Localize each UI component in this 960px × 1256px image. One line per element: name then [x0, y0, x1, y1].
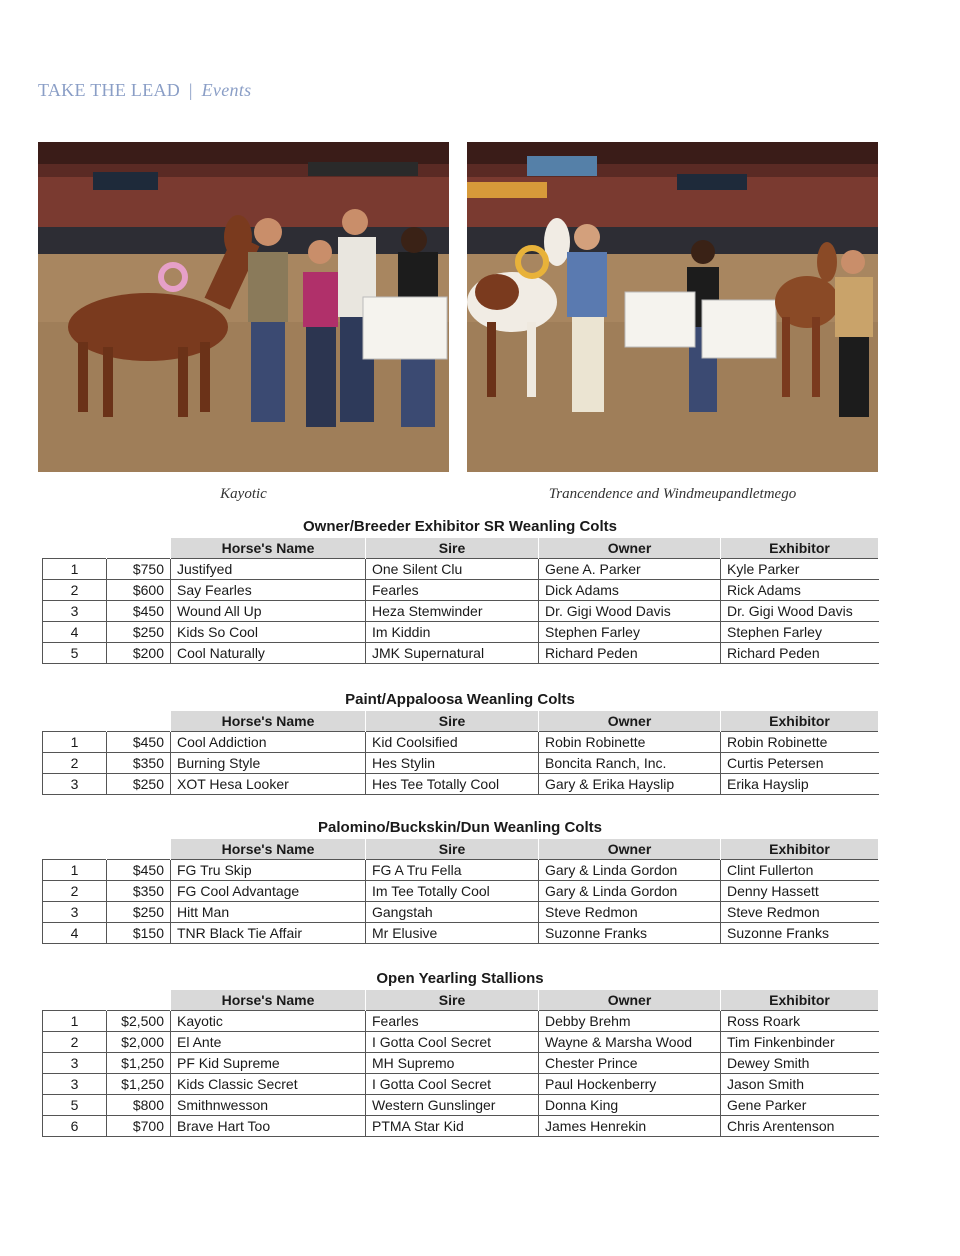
prize-cell: $600 — [107, 580, 171, 601]
prize-cell: $2,000 — [107, 1032, 171, 1053]
prize-cell: $250 — [107, 622, 171, 643]
results-block — [42, 690, 878, 795]
horse-name-cell: Justifyed — [171, 559, 366, 580]
sire-cell: Gangstah — [366, 902, 539, 923]
place-cell: 2 — [43, 753, 107, 774]
table-row — [43, 860, 879, 881]
place-cell: 1 — [43, 559, 107, 580]
header-horse: Horse's Name — [171, 538, 366, 559]
place-cell: 2 — [43, 580, 107, 601]
header-blank — [107, 839, 171, 860]
header-exhibitor: Exhibitor — [721, 990, 879, 1011]
horse-name-cell: Smithnwesson — [171, 1095, 366, 1116]
table-row — [43, 1095, 879, 1116]
owner-cell: Wayne & Marsha Wood — [539, 1032, 721, 1053]
owner-cell: Richard Peden — [539, 643, 721, 664]
table-row — [43, 1053, 879, 1074]
table-row — [43, 881, 879, 902]
exhibitor-cell: Denny Hassett — [721, 881, 879, 902]
owner-cell: Gene A. Parker — [539, 559, 721, 580]
exhibitor-cell: Dewey Smith — [721, 1053, 879, 1074]
owner-cell: Debby Brehm — [539, 1011, 721, 1032]
sire-cell: JMK Supernatural — [366, 643, 539, 664]
prize-cell: $450 — [107, 601, 171, 622]
horse-name-cell: Burning Style — [171, 753, 366, 774]
prize-cell: $200 — [107, 643, 171, 664]
class-title: Palomino/Buckskin/Dun Weanling Colts — [318, 819, 602, 836]
horse-name-cell: Cool Addiction — [171, 732, 366, 753]
results-table — [42, 711, 879, 795]
owner-cell: Donna King — [539, 1095, 721, 1116]
place-cell: 3 — [43, 902, 107, 923]
horse-name-cell: FG Cool Advantage — [171, 881, 366, 902]
horse-name-cell: Wound All Up — [171, 601, 366, 622]
place-cell: 1 — [43, 860, 107, 881]
sire-cell: Mr Elusive — [366, 923, 539, 944]
results-block — [42, 969, 878, 1137]
horse-name-cell: Cool Naturally — [171, 643, 366, 664]
exhibitor-cell: Erika Hayslip — [721, 774, 879, 795]
header-exhibitor: Exhibitor — [721, 711, 879, 732]
photo-caption-left: Kayotic — [220, 486, 267, 502]
owner-cell: Steve Redmon — [539, 902, 721, 923]
sire-cell: Im Tee Totally Cool — [366, 881, 539, 902]
sire-cell: PTMA Star Kid — [366, 1116, 539, 1137]
header-blank — [107, 711, 171, 732]
sire-cell: Im Kiddin — [366, 622, 539, 643]
owner-cell: Gary & Erika Hayslip — [539, 774, 721, 795]
horse-name-cell: El Ante — [171, 1032, 366, 1053]
owner-cell: Dr. Gigi Wood Davis — [539, 601, 721, 622]
header-horse: Horse's Name — [171, 990, 366, 1011]
exhibitor-cell: Robin Robinette — [721, 732, 879, 753]
header-blank — [43, 990, 107, 1011]
header-sire: Sire — [366, 538, 539, 559]
photo-caption-right: Trancendence and Windmeupandletmego — [548, 486, 797, 502]
sire-cell: One Silent Clu — [366, 559, 539, 580]
prize-cell: $450 — [107, 732, 171, 753]
owner-cell: Paul Hockenberry — [539, 1074, 721, 1095]
header-separator: | — [188, 80, 193, 100]
place-cell: 2 — [43, 1032, 107, 1053]
table-row — [43, 622, 879, 643]
owner-cell: Boncita Ranch, Inc. — [539, 753, 721, 774]
header-exhibitor: Exhibitor — [721, 538, 879, 559]
table-row — [43, 601, 879, 622]
header-owner: Owner — [539, 990, 721, 1011]
prize-cell: $1,250 — [107, 1053, 171, 1074]
exhibitor-cell: Dr. Gigi Wood Davis — [721, 601, 879, 622]
place-cell: 4 — [43, 923, 107, 944]
horse-name-cell: XOT Hesa Looker — [171, 774, 366, 795]
header-horse: Horse's Name — [171, 839, 366, 860]
prize-cell: $350 — [107, 881, 171, 902]
header-exhibitor: Exhibitor — [721, 839, 879, 860]
exhibitor-cell: Ross Roark — [721, 1011, 879, 1032]
prize-cell: $250 — [107, 774, 171, 795]
owner-cell: Dick Adams — [539, 580, 721, 601]
magazine-name: TAKE THE LEAD — [38, 80, 181, 100]
place-cell: 3 — [43, 1053, 107, 1074]
sire-cell: Fearles — [366, 580, 539, 601]
owner-cell: Suzonne Franks — [539, 923, 721, 944]
table-row — [43, 1074, 879, 1095]
section-name: Events — [201, 80, 252, 100]
exhibitor-cell: Curtis Petersen — [721, 753, 879, 774]
header-sire: Sire — [366, 839, 539, 860]
horse-name-cell: Hitt Man — [171, 902, 366, 923]
horse-name-cell: PF Kid Supreme — [171, 1053, 366, 1074]
exhibitor-cell: Richard Peden — [721, 643, 879, 664]
horse-name-cell: Kids Classic Secret — [171, 1074, 366, 1095]
table-row — [43, 1011, 879, 1032]
photo-trancendence — [467, 142, 878, 472]
owner-cell: Stephen Farley — [539, 622, 721, 643]
sire-cell: I Gotta Cool Secret — [366, 1074, 539, 1095]
place-cell: 2 — [43, 881, 107, 902]
prize-cell: $350 — [107, 753, 171, 774]
owner-cell: Gary & Linda Gordon — [539, 881, 721, 902]
sire-cell: Hes Tee Totally Cool — [366, 774, 539, 795]
header-blank — [43, 839, 107, 860]
sire-cell: Western Gunslinger — [366, 1095, 539, 1116]
results-table — [42, 538, 879, 664]
class-title: Owner/Breeder Exhibitor SR Weanling Colts — [303, 518, 617, 535]
place-cell: 4 — [43, 622, 107, 643]
header-owner: Owner — [539, 711, 721, 732]
class-title: Open Yearling Stallions — [376, 970, 544, 987]
header-blank — [43, 538, 107, 559]
place-cell: 3 — [43, 774, 107, 795]
header-owner: Owner — [539, 839, 721, 860]
header-blank — [107, 538, 171, 559]
table-row — [43, 902, 879, 923]
owner-cell: James Henrekin — [539, 1116, 721, 1137]
header-sire: Sire — [366, 711, 539, 732]
horse-name-cell: Brave Hart Too — [171, 1116, 366, 1137]
table-row — [43, 1032, 879, 1053]
header-owner: Owner — [539, 538, 721, 559]
sire-cell: Heza Stemwinder — [366, 601, 539, 622]
place-cell: 5 — [43, 1095, 107, 1116]
exhibitor-cell: Steve Redmon — [721, 902, 879, 923]
horse-name-cell: Say Fearles — [171, 580, 366, 601]
exhibitor-cell: Chris Arentenson — [721, 1116, 879, 1137]
sire-cell: Kid Coolsified — [366, 732, 539, 753]
header-blank — [107, 990, 171, 1011]
sire-cell: FG A Tru Fella — [366, 860, 539, 881]
table-row — [43, 774, 879, 795]
prize-cell: $700 — [107, 1116, 171, 1137]
exhibitor-cell: Suzonne Franks — [721, 923, 879, 944]
horse-name-cell: TNR Black Tie Affair — [171, 923, 366, 944]
owner-cell: Robin Robinette — [539, 732, 721, 753]
photo-kayotic — [38, 142, 449, 472]
exhibitor-cell: Tim Finkenbinder — [721, 1032, 879, 1053]
owner-cell: Gary & Linda Gordon — [539, 860, 721, 881]
results-table — [42, 839, 879, 944]
horse-name-cell: Kayotic — [171, 1011, 366, 1032]
table-row — [43, 923, 879, 944]
sire-cell: Fearles — [366, 1011, 539, 1032]
place-cell: 6 — [43, 1116, 107, 1137]
exhibitor-cell: Jason Smith — [721, 1074, 879, 1095]
class-title: Paint/Appaloosa Weanling Colts — [345, 691, 575, 708]
place-cell: 5 — [43, 643, 107, 664]
table-row — [43, 580, 879, 601]
place-cell: 3 — [43, 601, 107, 622]
exhibitor-cell: Rick Adams — [721, 580, 879, 601]
prize-cell: $800 — [107, 1095, 171, 1116]
exhibitor-cell: Clint Fullerton — [721, 860, 879, 881]
exhibitor-cell: Gene Parker — [721, 1095, 879, 1116]
place-cell: 3 — [43, 1074, 107, 1095]
header-sire: Sire — [366, 990, 539, 1011]
exhibitor-cell: Stephen Farley — [721, 622, 879, 643]
prize-cell: $450 — [107, 860, 171, 881]
header-horse: Horse's Name — [171, 711, 366, 732]
table-row — [43, 732, 879, 753]
prize-cell: $2,500 — [107, 1011, 171, 1032]
owner-cell: Chester Prince — [539, 1053, 721, 1074]
sire-cell: MH Supremo — [366, 1053, 539, 1074]
exhibitor-cell: Kyle Parker — [721, 559, 879, 580]
sire-cell: I Gotta Cool Secret — [366, 1032, 539, 1053]
results-table — [42, 990, 879, 1137]
prize-cell: $250 — [107, 902, 171, 923]
sire-cell: Hes Stylin — [366, 753, 539, 774]
page-header — [38, 80, 251, 101]
horse-name-cell: FG Tru Skip — [171, 860, 366, 881]
table-row — [43, 753, 879, 774]
place-cell: 1 — [43, 732, 107, 753]
table-row — [43, 1116, 879, 1137]
results-block — [42, 818, 878, 944]
horse-name-cell: Kids So Cool — [171, 622, 366, 643]
place-cell: 1 — [43, 1011, 107, 1032]
table-row — [43, 559, 879, 580]
prize-cell: $750 — [107, 559, 171, 580]
table-row — [43, 643, 879, 664]
results-block — [42, 517, 878, 664]
header-blank — [43, 711, 107, 732]
prize-cell: $1,250 — [107, 1074, 171, 1095]
prize-cell: $150 — [107, 923, 171, 944]
